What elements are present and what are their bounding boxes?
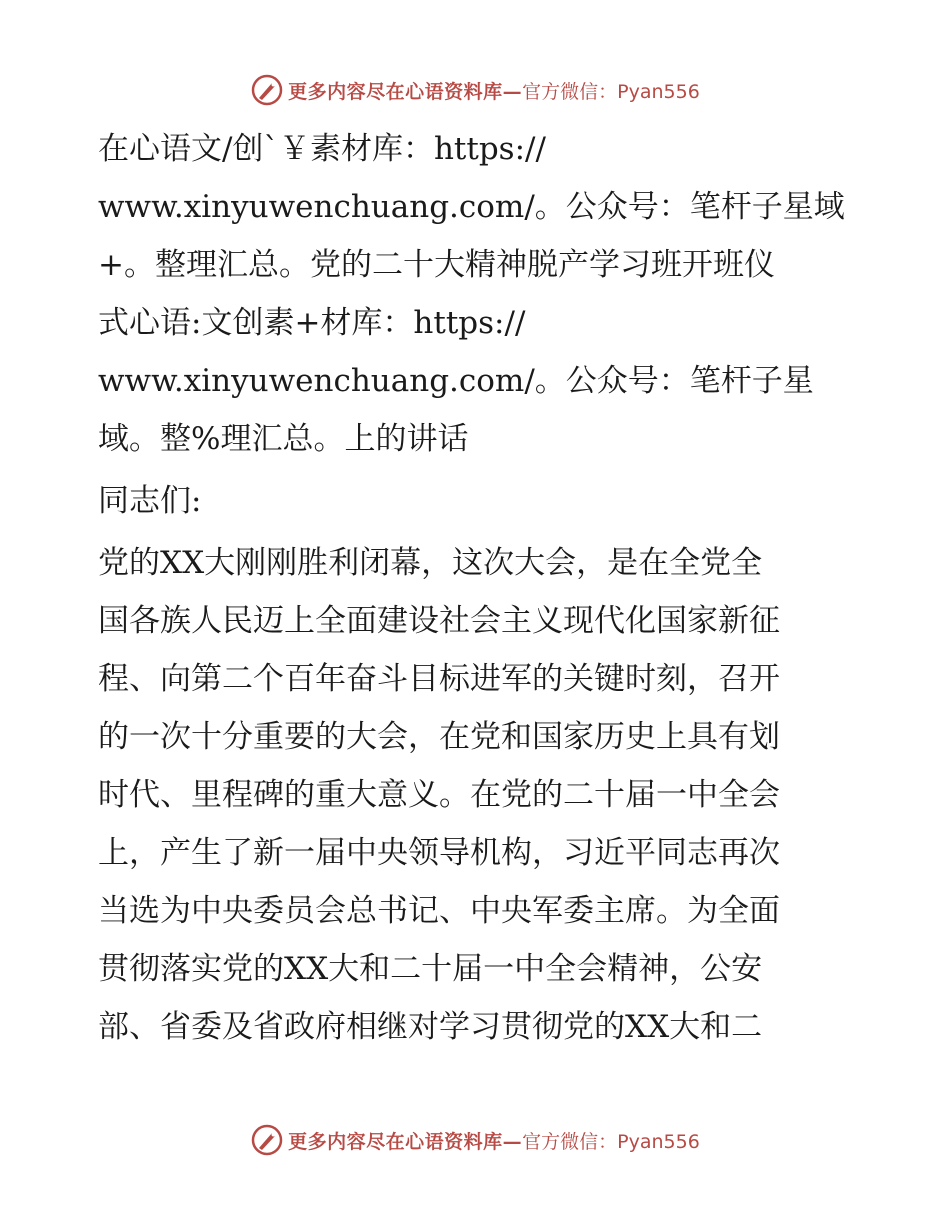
body-line: 域。整%理汇总。上的讲话	[98, 421, 469, 457]
body-line: 上，产生了新一届中央领导机构，习近平同志再次	[98, 835, 780, 871]
body-line: www.xinyuwenchuang.com/。公众号：笔杆子星	[98, 363, 814, 399]
body-line: 部、省委及省政府相继对学习贯彻党的XX大和二	[98, 1009, 763, 1045]
body-line: www.xinyuwenchuang.com/。公众号：笔杆子星域	[98, 189, 845, 225]
body-line: 式心语:文创素+材库：https://	[98, 305, 526, 341]
header-watermark	[0, 70, 950, 110]
footer-watermark	[0, 1120, 950, 1160]
body-line: +。整理汇总。党的二十大精神脱产学习班开班仪	[98, 247, 775, 283]
body-line: 的一次十分重要的大会，在党和国家历史上具有划	[98, 719, 780, 755]
document-body	[98, 120, 858, 1056]
body-line: 贯彻落实党的XX大和二十届一中全会精神，公安	[98, 951, 763, 987]
watermark-wechat: 官方微信：Pyan556	[522, 80, 700, 103]
body-line: 在心语文/创`￥素材库：https://	[98, 131, 546, 167]
body-line: 时代、里程碑的重大意义。在党的二十届一中全会	[98, 777, 780, 813]
pen-logo-icon	[250, 1123, 284, 1157]
watermark-wechat: 官方微信：Pyan556	[522, 1130, 700, 1153]
body-line: 国各族人民迈上全面建设社会主义现代化国家新征	[98, 603, 780, 639]
watermark-text: 更多内容尽在心语资料库—	[288, 80, 523, 103]
body-line: 当选为中央委员会总书记、中央军委主席。为全面	[98, 893, 780, 929]
pen-logo-icon	[250, 73, 284, 107]
body-line: 党的XX大刚刚胜利闭幕，这次大会，是在全党全	[98, 545, 763, 581]
watermark-text: 更多内容尽在心语资料库—	[288, 1130, 523, 1153]
body-line: 程、向第二个百年奋斗目标进军的关键时刻，召开	[98, 661, 780, 697]
salutation: 同志们:	[98, 483, 202, 519]
